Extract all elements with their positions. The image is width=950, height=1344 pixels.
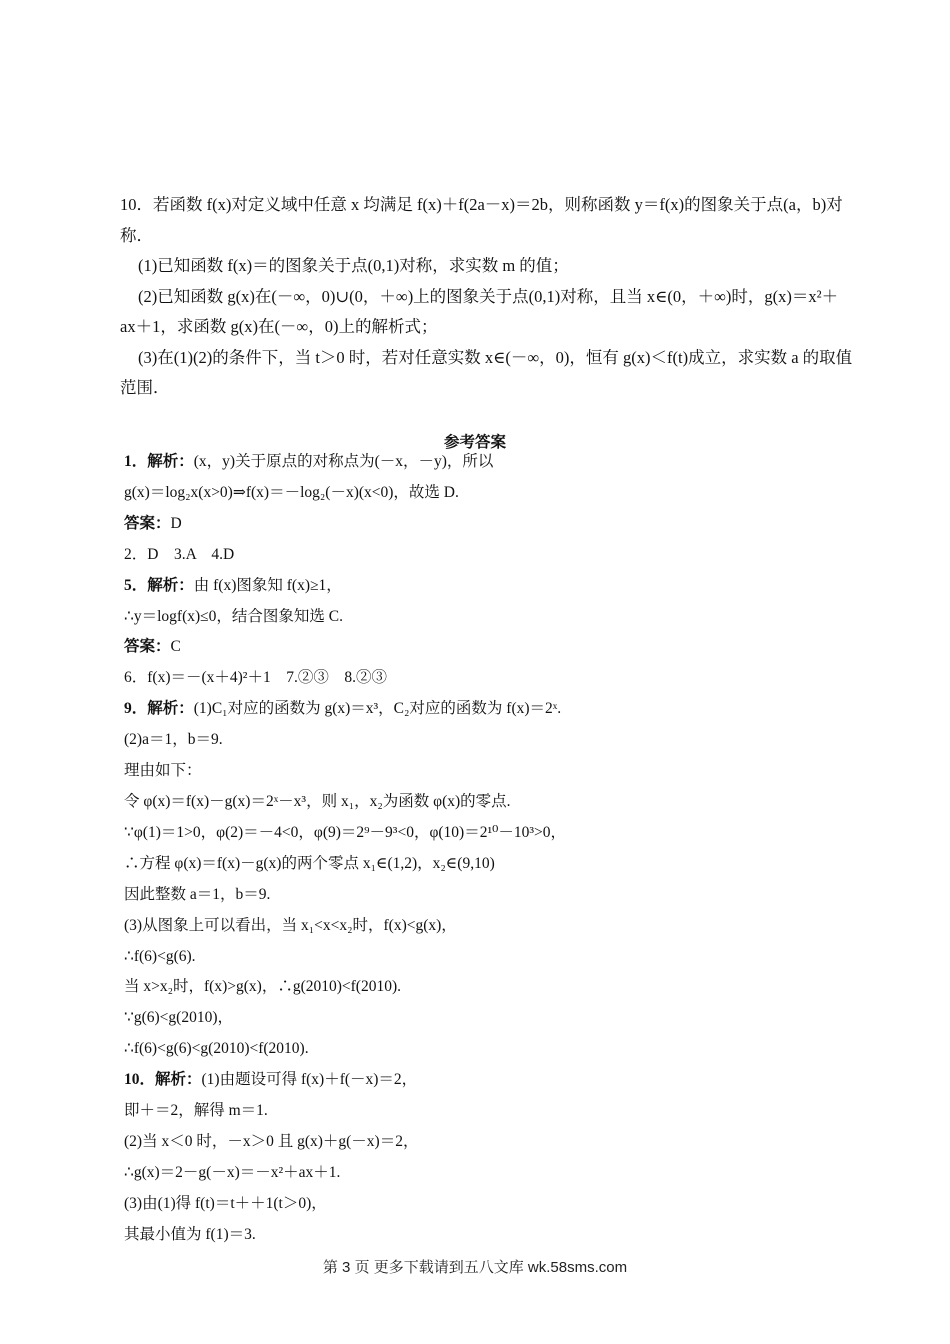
answer-text: (1)C₁对应的函数为 g(x)＝x³，C₂对应的函数为 f(x)＝2ˣ.	[193, 700, 562, 718]
question-line: 10．若函数 f(x)对定义域中任意 x 均满足 f(x)＋f(2a－x)＝2b，则称函数 y＝f(x)的图象关于点(a，b)对	[120, 195, 843, 214]
answer-text: ∵g(6)<g(2010)，	[124, 1009, 233, 1027]
answer-line	[124, 787, 844, 818]
answers-title: 参考答案	[443, 434, 506, 451]
answer-text: 由 f(x)图象知 f(x)≥1，	[193, 576, 342, 594]
answer-line	[124, 1003, 844, 1034]
answer-line	[124, 1158, 844, 1189]
question-part-3-cont: 范围．	[120, 378, 170, 397]
answer-line	[124, 478, 844, 509]
answer-text: 因此整数 a＝1，b＝9.	[124, 885, 271, 903]
question-part-2-cont: ax＋1，求函数 g(x)在(－∞，0)上的解析式；	[120, 317, 438, 336]
answer-line	[124, 942, 844, 973]
answer-line	[124, 1065, 844, 1096]
answer-text: 其最小值为 f(1)＝3.	[124, 1225, 256, 1243]
answer-line	[124, 509, 844, 540]
answer-text: 2．D 3.A 4.D	[124, 545, 235, 563]
answer-line	[124, 818, 844, 849]
answer-label: 10．解析：	[124, 1071, 202, 1089]
answer-line	[124, 632, 844, 663]
answer-text: (3)从图象上可以看出，当 x₁<x<x₂时，f(x)<g(x)，	[124, 916, 457, 934]
question-part-3: (3)在(1)(2)的条件下，当 t＞0 时，若对任意实数 x∈(－∞，0)，恒有 g(x)＜f(t)成立，求实数 a 的取值	[138, 347, 853, 367]
answer-text: 理由如下：	[124, 762, 202, 780]
answer-text: ∴f(6)<g(6).	[124, 947, 196, 965]
answer-text: (x，y)关于原点的对称点为(－x，－y)，所以	[193, 453, 494, 470]
answer-line	[124, 1127, 844, 1158]
answer-line	[124, 1096, 844, 1127]
answer-line	[124, 602, 844, 633]
answer-line	[124, 447, 844, 478]
answer-text: ∴方程 φ(x)＝f(x)－g(x)的两个零点 x₁∈(1,2)，x₂∈(9,10)	[124, 854, 495, 872]
answer-line	[124, 725, 844, 756]
answer-line	[124, 756, 844, 787]
answer-line	[124, 1189, 844, 1220]
answer-text: (3)由(1)得 f(t)＝t＋＋1(t＞0)，	[124, 1194, 327, 1212]
answer-text: ∵φ(1)＝1>0，φ(2)＝－4<0，φ(9)＝2⁹－9³<0，φ(10)＝2¹⁰－10³>0，	[124, 823, 566, 841]
question-part-1: (1)已知函数 f(x)＝的图象关于点(0,1)对称，求实数 m 的值；	[138, 256, 569, 275]
answer-label: 答案：	[124, 638, 171, 656]
answer-label: 1．解析：	[124, 453, 194, 470]
answer-text: 即＋＝2，解得 m＝1.	[124, 1102, 268, 1120]
answers-section	[124, 447, 844, 1251]
answer-text: (2)当 x＜0 时，－x＞0 且 g(x)＋g(－x)＝2，	[124, 1132, 419, 1150]
answer-line	[124, 694, 844, 725]
answer-text: (1)由题设可得 f(x)＋f(－x)＝2，	[201, 1071, 418, 1089]
question-line: 称．	[120, 225, 153, 245]
answer-text: 令 φ(x)＝f(x)－g(x)＝2ˣ－x³，则 x₁，x₂为函数 φ(x)的零点.	[124, 792, 511, 810]
answer-text: (2)a＝1，b＝9.	[124, 731, 223, 749]
question-10	[120, 190, 860, 404]
answer-line	[124, 571, 844, 602]
answer-label: 5．解析：	[124, 576, 194, 594]
answer-text: g(x)＝log₂x(x>0)⇒f(x)＝－log₂(－x)(x<0)，故选 D.	[124, 483, 459, 501]
answer-label: 9．解析：	[124, 700, 194, 718]
answer-line	[124, 880, 844, 911]
answer-text: ∴y＝logf(x)≤0，结合图象知选 C.	[124, 607, 343, 625]
answer-text: ∴g(x)＝2－g(－x)＝－x²＋ax＋1.	[124, 1163, 341, 1181]
answer-line	[124, 663, 844, 694]
answer-line	[124, 911, 844, 942]
page-footer: 第 3 页 更多下载请到五八文库 wk.58sms.com	[322, 1259, 628, 1276]
answer-text: C	[170, 638, 181, 656]
answer-text: 6．f(x)＝－(x＋4)²＋1 7.②③ 8.②③	[124, 669, 387, 687]
answer-text: D	[170, 514, 182, 532]
answer-line	[124, 1034, 844, 1065]
question-part-2: (2)已知函数 g(x)在(－∞，0)∪(0，＋∞)上的图象关于点(0,1)对称，且当 x∈(0，＋∞)时，g(x)＝x²＋	[138, 286, 839, 306]
answer-line	[124, 540, 844, 571]
answer-text: 当 x>x₂时，f(x)>g(x)，∴g(2010)<f(2010).	[124, 978, 401, 996]
answer-line	[124, 849, 844, 880]
answer-text: ∴f(6)<g(6)<g(2010)<f(2010).	[124, 1040, 309, 1058]
answer-line	[124, 972, 844, 1003]
answer-line	[124, 1220, 844, 1251]
answer-label: 答案：	[124, 514, 171, 532]
